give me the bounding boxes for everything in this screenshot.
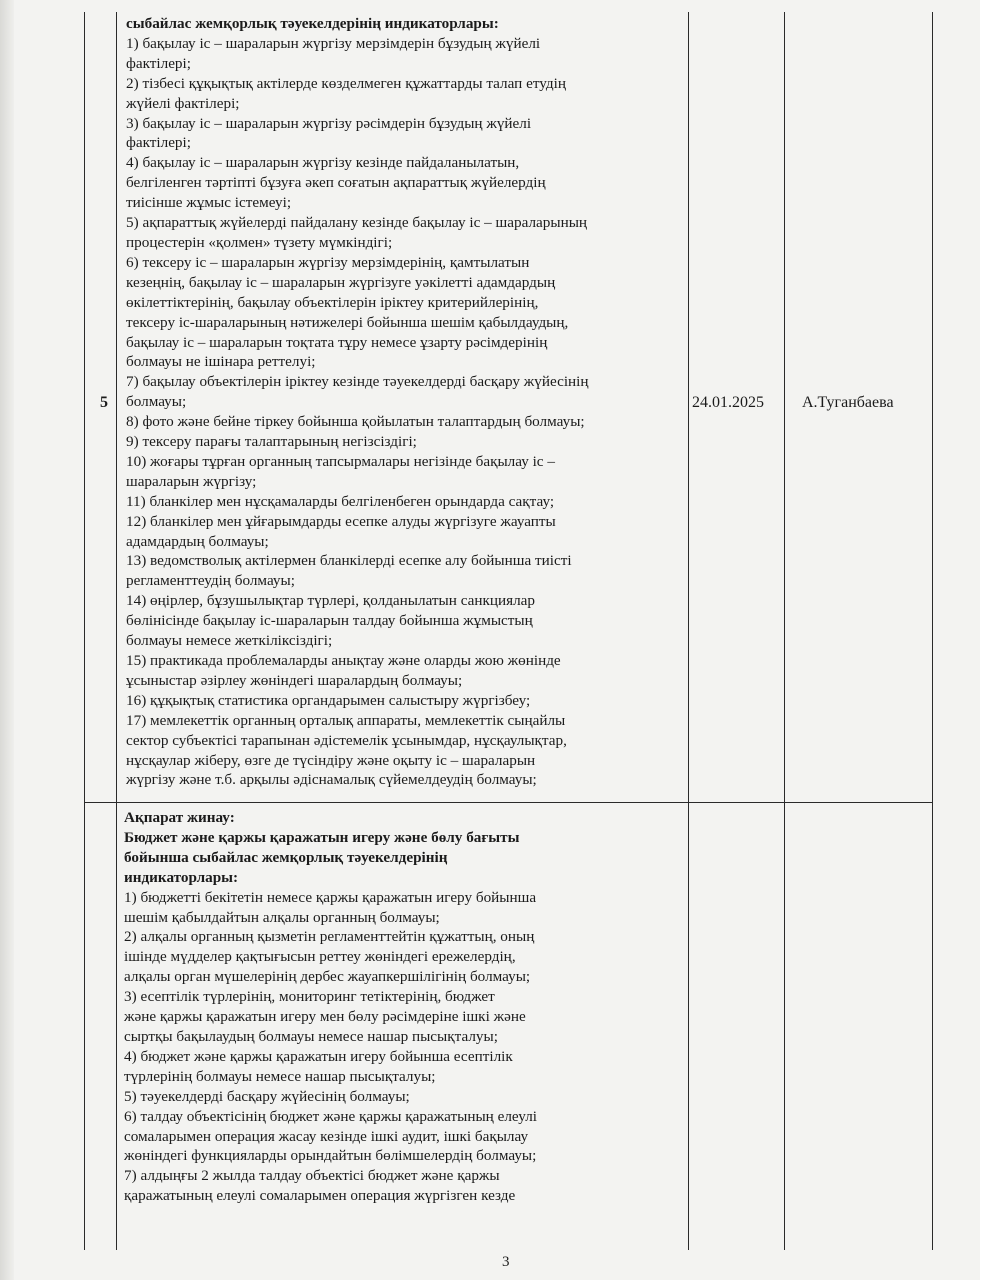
row5-line: болмауы не ішінара реттелуі;: [126, 353, 316, 371]
row6-line: қаражатының елеулі сомаларымен операция жүргізген кезде: [124, 1187, 516, 1205]
row6-line: Ақпарат жинау:: [124, 809, 235, 826]
row5-line: 17) мемлекеттік органның орталық аппараты, мемлекеттік сыңайлы: [126, 711, 566, 729]
row6-line: алқалы орган мүшелерінің дербес жауапкершілігінің болмауы;: [124, 968, 531, 986]
row-date: 24.01.2025: [692, 394, 764, 411]
row5-line: регламенттеудің болмауы;: [126, 572, 295, 590]
row6-line: Бюджет және қаржы қаражатын игеру және бөлу бағыты: [124, 828, 520, 846]
table-border-left: [84, 12, 85, 1250]
column-divider-date: [784, 12, 785, 1250]
row5-line: 9) тексеру парағы талаптарының негізсіздігі;: [126, 433, 417, 451]
row5-line: болмауы;: [126, 393, 187, 411]
row5-line: жүргізу және т.б. арқылы әдіснамалық сүйемелдеудің болмауы;: [126, 771, 537, 789]
row5-line: 6) тексеру іс – шараларын жүргізу мерзімдерінің, қамтылатын: [126, 253, 530, 271]
row-number: 5: [100, 394, 108, 411]
row6-line: шешім қабылдайтын алқалы органның болмауы;: [124, 908, 440, 926]
row5-line: 3) бақылау іс – шараларын жүргізу рәсімдерін бұзудың жүйелі: [126, 114, 532, 132]
row-divider: [84, 802, 932, 803]
row5-line: ұсыныстар әзірлеу жөніндегі шаралардың болмауы;: [126, 671, 463, 689]
table-border-right: [932, 12, 933, 1250]
row6-line: 5) тәуекелдерді басқару жүйесінің болмауы;: [124, 1087, 410, 1105]
row5-line: 15) практикада проблемаларды анықтау және оларды жою жөнінде: [126, 652, 561, 669]
row6-line: 7) алдыңғы 2 жылда талдау объектісі бюджет және қаржы: [124, 1167, 500, 1185]
row5-line: 12) бланкілер мен ұйғарымдарды есепке алуды жүргізуге жауапты: [126, 512, 556, 530]
row5-line: 7) бақылау объектілерін іріктеу кезінде тәуекелдерді басқару жүйесінің: [126, 373, 589, 391]
row5-line: фактілері;: [126, 54, 191, 72]
row6-line: сомаларымен операция жасау кезінде ішкі аудит, ішкі бақылау: [124, 1127, 529, 1145]
row6-line: 3) есептілік түрлерінің, мониторинг тетіктерінің, бюджет: [124, 988, 495, 1006]
row5-line: тексеру іс-шараларының нәтижелері бойынша шешім қабылдаудың,: [126, 313, 569, 331]
row5-line: тиісінше жұмыс істемеуі;: [126, 194, 292, 212]
row6-line: бойынша сыбайлас жемқорлық тәуекелдерінің: [124, 848, 448, 866]
row5-line: бақылау іс – шараларын тоқтата тұру немесе ұзарту рәсімдерінің: [126, 333, 548, 351]
row5-line: 1) бақылау іс – шараларын жүргізу мерзімдерін бұзудың жүйелі: [126, 34, 541, 52]
row6-line: түрлерінің болмауы немесе нашар пысықталуы;: [124, 1067, 436, 1085]
row5-line: 16) құқықтық статистика органдарымен салыстыру жүргізбеу;: [126, 691, 531, 709]
row6-line: 4) бюджет және қаржы қаражатын игеру бойынша есептілік: [124, 1047, 513, 1065]
column-divider-text: [688, 12, 689, 1250]
row5-content: [126, 14, 589, 790]
row5-line: бөлінісінде бақылау іс-шараларын талдау бойынша жұмыстың: [126, 612, 533, 630]
row5-line: 5) ақпараттық жүйелерді пайдалану кезінде бақылау іс – шараларының: [126, 214, 588, 232]
page-number: 3: [502, 1254, 510, 1270]
row5-line: нұсқаулар жіберу, өзге де түсіндіру және оқыту іс – шараларын: [126, 751, 536, 769]
row6-line: 1) бюджетті бекітетін немесе қаржы қаражатын игеру бойынша: [124, 888, 537, 906]
row5-line: адамдардың болмауы;: [126, 532, 269, 550]
row6-line: сыртқы бақылаудың болмауы немесе нашар пысықталуы;: [124, 1027, 498, 1045]
row5-line: процестерін «қолмен» түзету мүмкіндігі;: [126, 233, 393, 251]
row5-line: фактілері;: [126, 134, 191, 152]
row5-line: 10) жоғары тұрған органның тапсырмалары негізінде бақылау іс –: [126, 452, 555, 470]
row5-line: 2) тізбесі құқықтық актілерде көзделмеген құжаттарды талап етудің: [126, 74, 566, 92]
row5-line: 11) бланкілер мен нұсқамаларды белгіленбеген орындарда сақтау;: [126, 492, 555, 510]
row6-line: 2) алқалы органның қызметін регламенттейтін құжаттың, оның: [124, 928, 535, 946]
row5-line: 14) өңірлер, бұзушылықтар түрлері, қолданылатын санкциялар: [126, 592, 536, 610]
column-divider-number: [116, 12, 117, 1250]
row6-line: индикаторлары:: [124, 868, 239, 886]
row5-line: болмауы немесе жеткіліксіздігі;: [126, 632, 333, 650]
row-responsible: А.Туганбаева: [802, 394, 894, 411]
row5-line: белгіленген тәртіпті бұзуға әкеп соғатын ақпараттық жүйелердің: [126, 174, 546, 192]
row6-line: және қаржы қаражатын игеру мен бөлу рәсімдеріне ішкі және: [124, 1008, 526, 1026]
row5-line: 8) фото және бейне тіркеу бойынша қойылатын талаптардың болмауы;: [126, 413, 585, 431]
row6-line: 6) талдау объектісінің бюджет және қаржы қаражатының елеулі: [124, 1107, 538, 1125]
row6-line: ішінде мүдделер қақтығысын реттеу жөніндегі ережелердің,: [124, 948, 516, 966]
row5-line: шараларын жүргізу;: [126, 472, 257, 490]
row5-line: 13) ведомстволық актілермен бланкілерді есепке алу бойынша тиісті: [126, 552, 572, 570]
row6-line: жөніндегі функцияларды орындайтын бөлімшелердің болмауы;: [124, 1147, 537, 1165]
row5-line: жүйелі фактілері;: [126, 94, 240, 112]
row5-line: кезеңнің, бақылау іс – шараларын жүргізуге уәкілетті адамдардың: [126, 273, 556, 291]
row5-line: 4) бақылау іс – шараларын жүргізу кезінде пайдаланылатын,: [126, 154, 520, 172]
page-edge-shadow: [0, 0, 14, 1280]
row6-content: [124, 808, 537, 1206]
row5-line: өкілеттіктерінің, бақылау объектілерін іріктеу критерийлерінің,: [126, 293, 539, 311]
row5-line: сыбайлас жемқорлық тәуекелдерінің индикаторлары:: [126, 15, 499, 32]
row5-line: сектор субъектісі тарапынан әдістемелік ұсынымдар, нұсқаулықтар,: [126, 731, 567, 749]
